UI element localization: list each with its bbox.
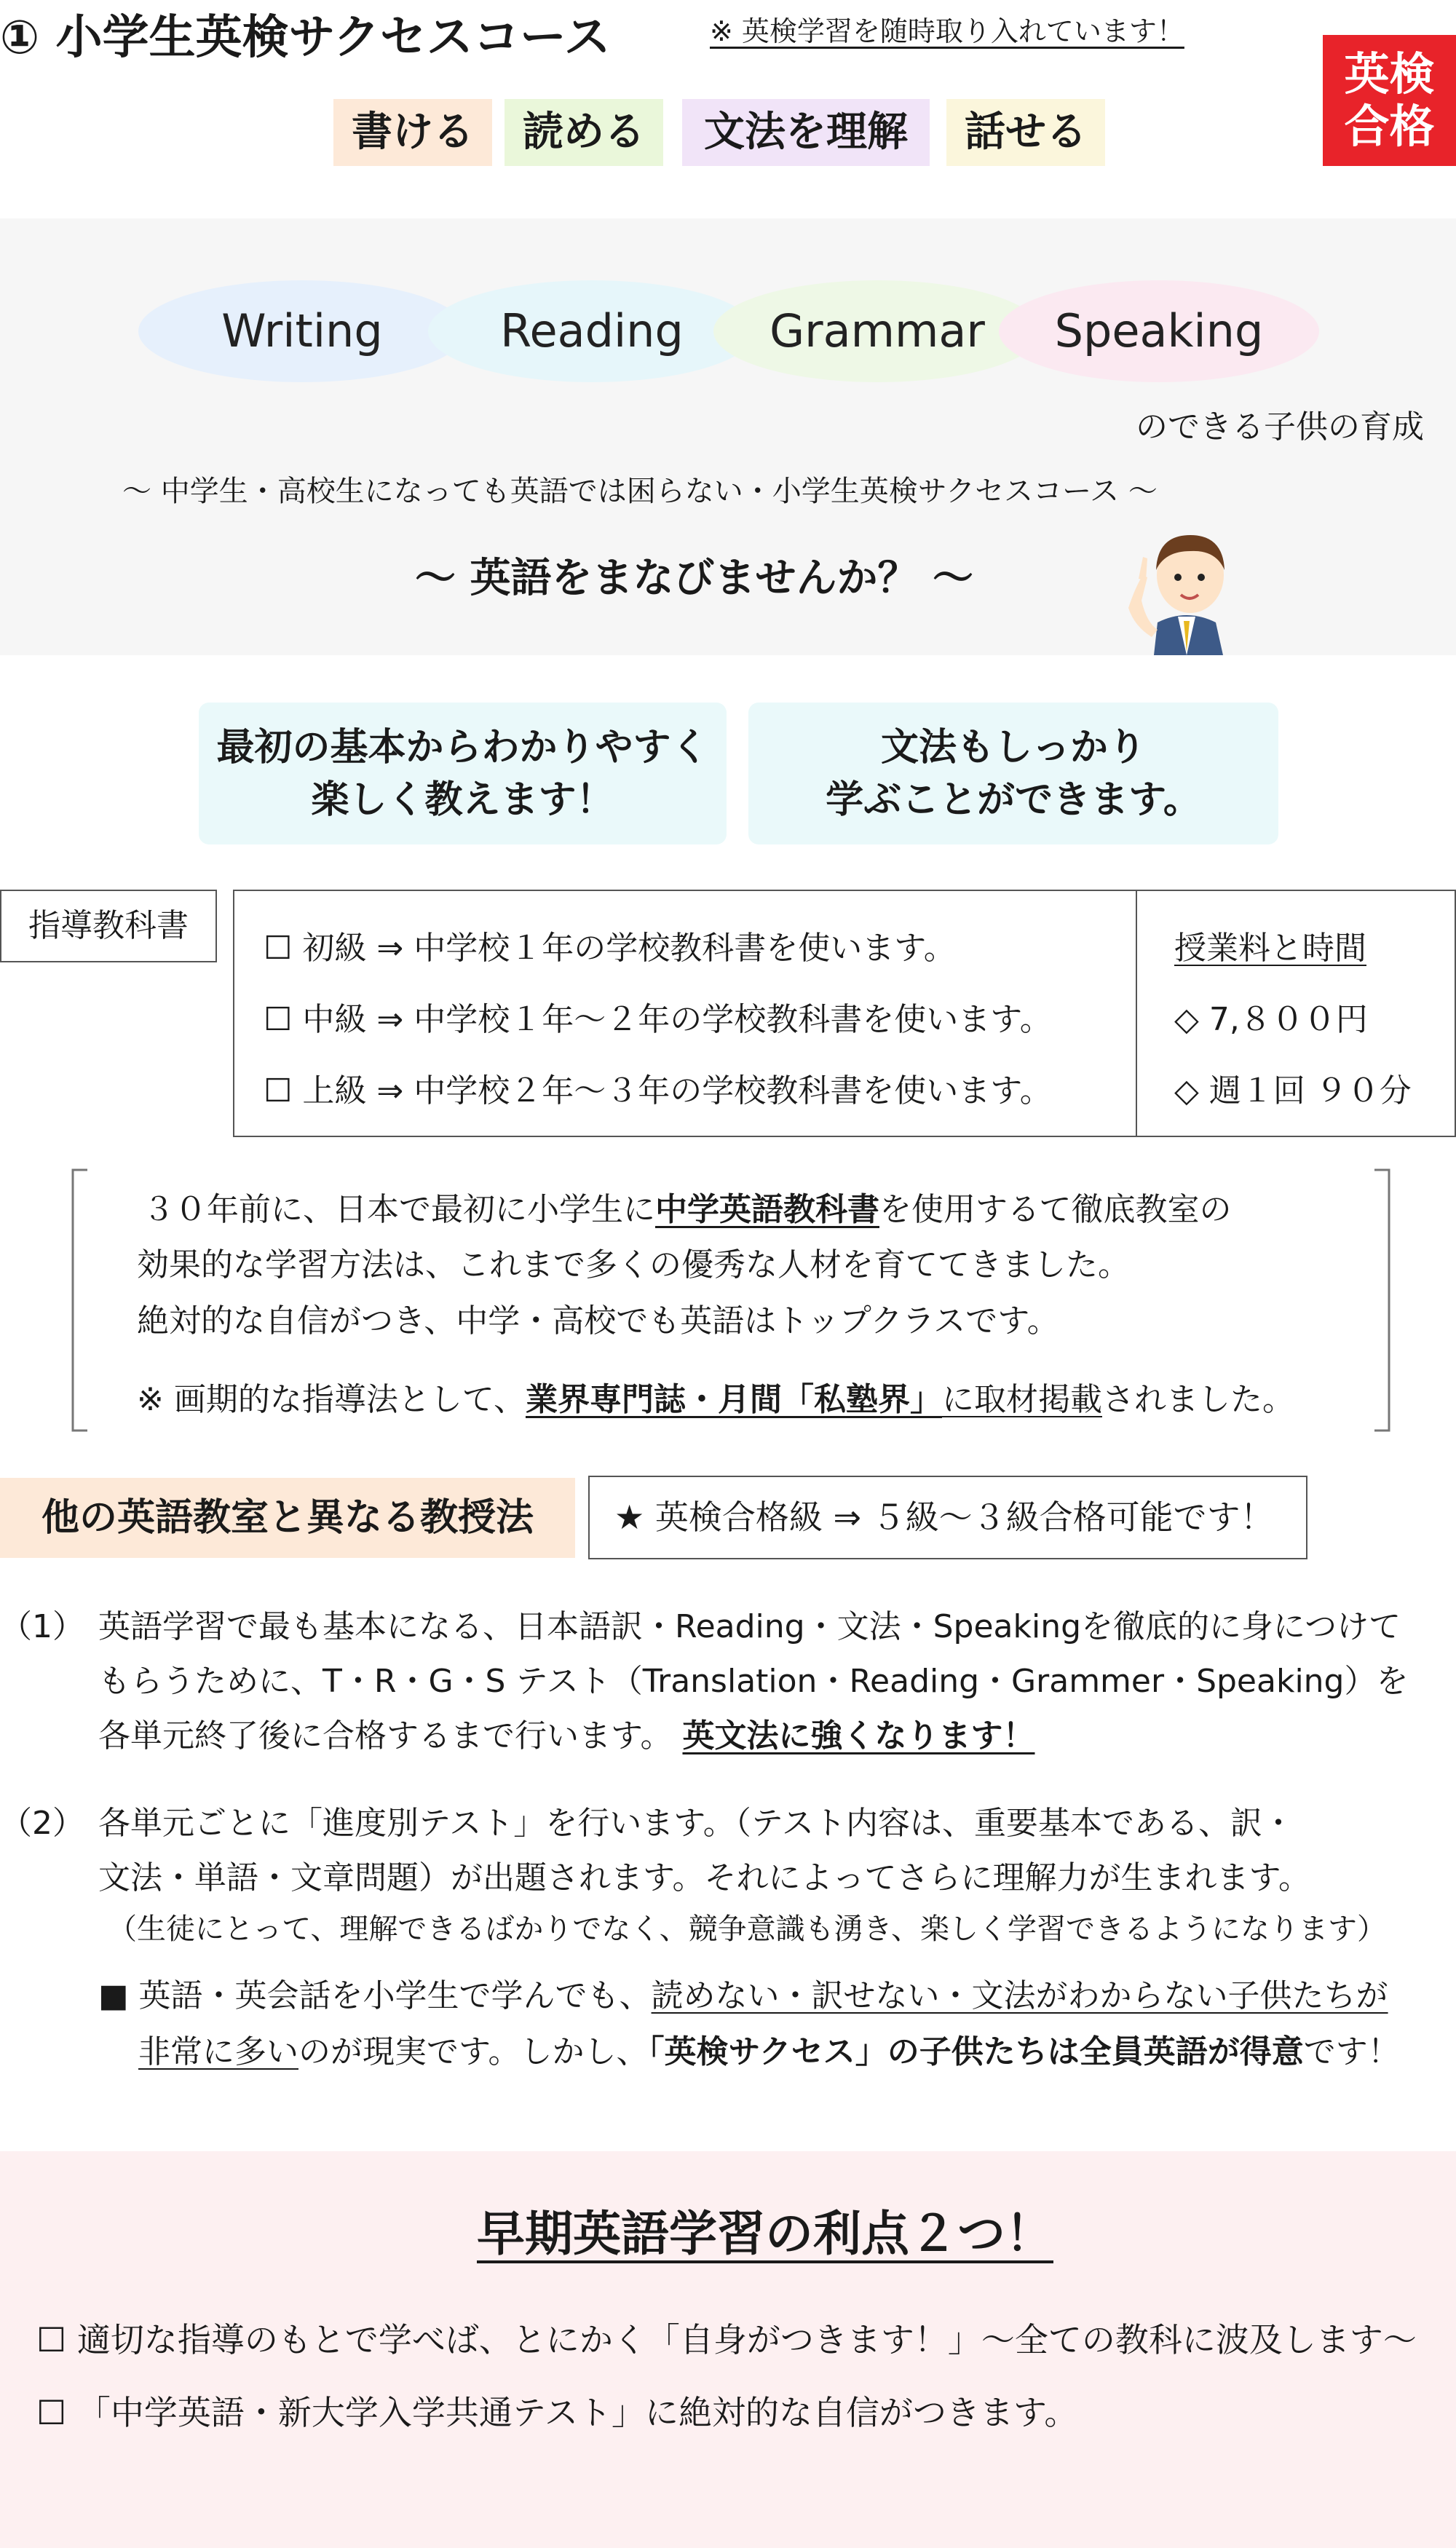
- method-item-2-line-3: （生徒にとって、理解できるばかりでなく、競争意識も湧き、楽しく学習できるようになります）: [108, 1912, 1386, 1946]
- method-bullet-mid: のが現実です。しかし、: [298, 2033, 649, 2070]
- history-line-4: [137, 1373, 1294, 1420]
- teacher-illustration: [1114, 506, 1259, 655]
- method-item-1-line-1: 英語学習で最も基本になる、日本語訳・Reading・文法・Speakingを徹底的に身につけて: [98, 1608, 1401, 1645]
- history-line-3: 絶対的な自信がつき、中学・高校でも英語はトップクラスです。: [137, 1302, 1059, 1340]
- header-note: ※ 英検学習を随時取り入れています！: [710, 15, 1184, 47]
- benefit-item-2: ☐ 「中学英語・新大学入学共通テスト」に絶対的な自信がつきます。: [36, 2393, 1078, 2432]
- skill-speaking-label: 話せる: [946, 99, 1105, 166]
- method-bullet-problem-text: 読めない・訳せない・文法がわからない子供たちが: [651, 1977, 1388, 2014]
- oval-reading: Reading: [428, 280, 756, 382]
- feature-grammar-line-1: 文法もしっかり: [880, 725, 1146, 769]
- method-item-1-line-3: [98, 1709, 1034, 1756]
- method-bullet-many-text: 非常に多い: [138, 2033, 298, 2070]
- method-item-2-bullet-line-1: [98, 1969, 1388, 2016]
- method-bullet-success-highlight: 「英検サクセス」の子供たちは全員英語が得意: [648, 2033, 1304, 2070]
- method-item-2-line-1: 各単元ごとに「進度別テスト」を行います。（テスト内容は、重要基本である、訳・: [98, 1805, 1294, 1842]
- skill-writing-label: 書ける: [333, 99, 492, 166]
- feature-box-grammar: [748, 703, 1278, 844]
- textbook-level-intermediate: ☐ 中級 ⇒ 中学校１年〜２年の学校教科書を使います。: [264, 1001, 1052, 1038]
- feature-box-basics: [199, 703, 727, 844]
- method-bullet-end: です！: [1303, 2033, 1400, 2070]
- benefit-item-1: ☐ 適切な指導のもとで学べば、とにかく「自身がつきます！」〜全ての教科に波及します〜: [36, 2320, 1417, 2359]
- page-title: ① 小学生英検サクセスコース: [0, 11, 611, 65]
- fee-time: ◇ 週１回 ９０分: [1174, 1072, 1412, 1109]
- feature-basics-line-2: 楽しく教えます！: [311, 778, 614, 822]
- method-item-2-line-2: 文法・単語・文章問題）が出題されます。それによってさらに理解力が生まれます。: [98, 1859, 1310, 1896]
- method-item-1-number: （1）: [0, 1608, 84, 1645]
- history-line-1: [143, 1183, 1232, 1230]
- history-line-4-post: されました。: [1101, 1381, 1294, 1418]
- history-textbook-highlight: 中学英語教科書: [655, 1191, 879, 1228]
- eiken-pass-badge: [1323, 35, 1456, 166]
- benefits-title: 早期英語学習の利点２つ！: [477, 2206, 1053, 2262]
- method-bullet-pre: ■ 英語・英会話を小学生で学んでも、: [98, 1977, 652, 2014]
- feature-grammar-line-2: 学ぶことができます。: [826, 778, 1201, 822]
- textbook-table-divider: [1136, 890, 1137, 1137]
- method-title: 他の英語教室と異なる教授法: [0, 1478, 575, 1558]
- feature-basics-line-1: 最初の基本からわかりやすく: [216, 725, 709, 769]
- hero-subtitle: のできる子供の育成: [1136, 408, 1424, 446]
- badge-line-2: 合格: [1344, 100, 1435, 153]
- skill-grammar-label: 文法を理解: [682, 99, 930, 166]
- history-line-4-pre: ※ 画期的な指導法として、: [137, 1381, 526, 1418]
- eiken-level-note: ★ 英検合格級 ⇒ ５級〜３級合格可能です！: [588, 1476, 1307, 1559]
- oval-writing: Writing: [138, 280, 466, 382]
- method-item-1-line-2: もらうために、T・R・G・S テスト（Translation・Reading・Grammer・Speaking）を: [98, 1663, 1409, 1700]
- skill-reading-label: 読める: [505, 99, 663, 166]
- badge-line-1: 英検: [1344, 47, 1435, 100]
- method-grammar-highlight: 英文法に強くなります！: [682, 1717, 1035, 1754]
- hero-catchphrase: 〜 英語をまなびませんか？ 〜: [415, 555, 973, 602]
- textbook-label: 指導教科書: [0, 890, 217, 962]
- method-item-2-bullet-line-2: [138, 2025, 1400, 2072]
- method-item-1-line-3-pre: 各単元終了後に合格するまで行います。: [98, 1717, 673, 1754]
- oval-grammar: Grammar: [713, 280, 1041, 382]
- history-coverage-text: に取材掲載: [941, 1381, 1102, 1418]
- hero-tagline: 〜 中学生・高校生になっても英語では困らない・小学生英検サクセスコース 〜: [122, 475, 1158, 508]
- textbook-level-beginner: ☐ 初級 ⇒ 中学校１年の学校教科書を使います。: [264, 930, 956, 967]
- oval-speaking: Speaking: [999, 280, 1319, 382]
- history-line-1-pre: ３０年前に、日本で最初に小学生に: [143, 1191, 655, 1228]
- fee-price: ◇ 7,８００円: [1174, 1001, 1368, 1038]
- history-magazine-highlight: 業界専門誌・月間「私塾界」: [525, 1381, 942, 1418]
- history-line-1-post: を使用するて徹底教室の: [879, 1191, 1232, 1228]
- history-line-2: 効果的な学習方法は、これまで多くの優秀な人材を育ててきました。: [137, 1246, 1130, 1283]
- fee-title: 授業料と時間: [1174, 930, 1366, 967]
- textbook-level-advanced: ☐ 上級 ⇒ 中学校２年〜３年の学校教科書を使います。: [264, 1072, 1052, 1109]
- method-item-2-number: （2）: [0, 1805, 84, 1842]
